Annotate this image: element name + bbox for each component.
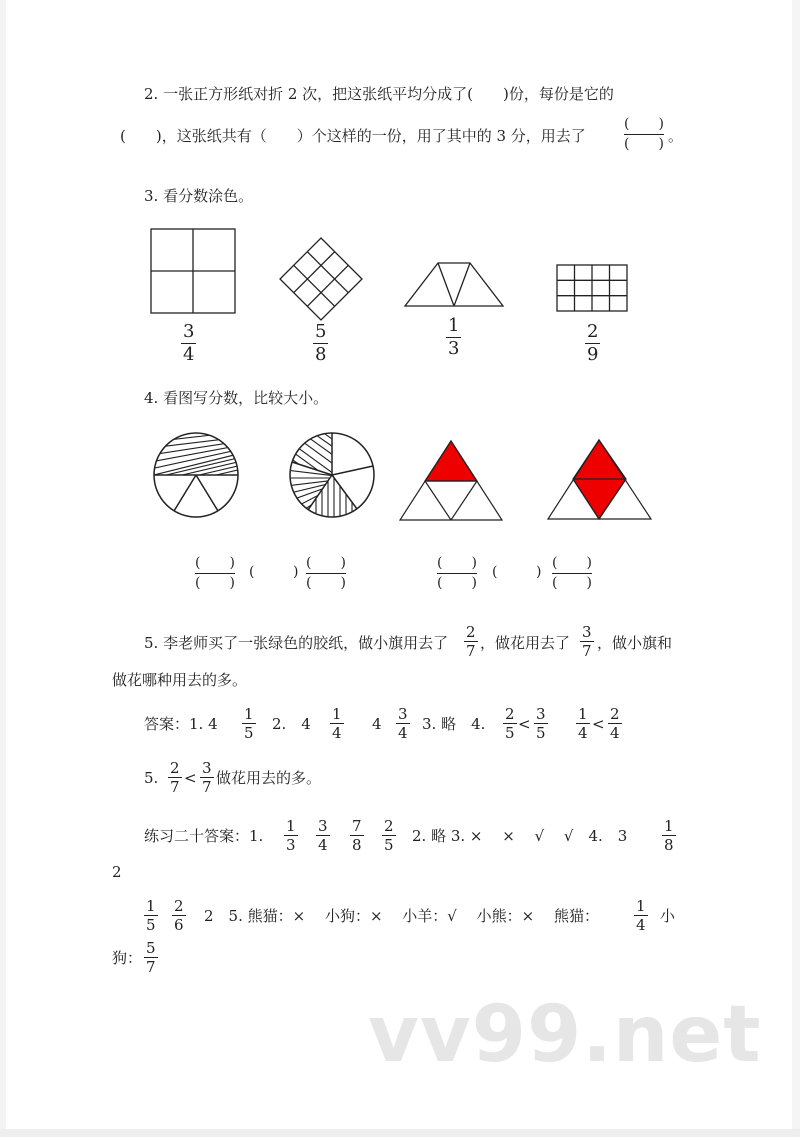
q4-compare-close-2[interactable]: ) [536, 564, 542, 580]
answers-label: 答案：1. 4 [144, 715, 218, 733]
ex20-t2: 2 [112, 863, 122, 881]
q4-title: 4. 看图写分数，比较大小。 [144, 389, 329, 407]
answers-lt-1: < [518, 715, 531, 733]
answers-fraction-7: 2 4 [610, 705, 620, 742]
q5-fraction-2: 3 7 [582, 623, 592, 660]
q5-text-c: ，做小旗和 [597, 634, 673, 652]
answers-fraction-8: 2 7 [170, 759, 180, 796]
q3-fraction-4: 2 9 [587, 321, 599, 365]
q4-triangle-1-shaded [425, 441, 477, 481]
answers-t2: 2. 4 [272, 715, 311, 733]
q5-line2: 做花哪种用去的多。 [112, 671, 248, 689]
q4-blank-fraction-3[interactable]: ( ) ( ) [437, 555, 477, 591]
answers-t4: 3. 略 4. [422, 715, 486, 733]
answers-fraction-3: 3 4 [398, 705, 408, 742]
ex20-fraction-9: 5 7 [146, 939, 156, 976]
q4-blank-fraction-1[interactable]: ( ) ( ) [195, 555, 235, 591]
q4-triangle-2 [548, 440, 651, 519]
answers-fraction-1: 1 5 [244, 705, 254, 742]
q4-circle-2 [286, 426, 374, 520]
answers-fraction-6: 1 4 [578, 705, 588, 742]
ex20-fraction-7: 2 6 [174, 897, 184, 934]
q2-line2: ( )，这张纸共有（ ）个这样的一份，用了其中的 3 分，用去了 [120, 127, 586, 145]
answers-fraction-4: 2 5 [505, 705, 515, 742]
q4-blank-fraction-4[interactable]: ( ) ( ) [552, 555, 592, 591]
ex20-fraction-3: 7 8 [352, 817, 362, 854]
ex20-t1: 2. 略 3. × × √ √ 4. 3 [412, 827, 628, 845]
ex20-t5: 狗： [112, 949, 143, 967]
q3-fraction-3: 1 3 [448, 315, 460, 359]
q2-answer-fraction: ( ) ( ) [624, 116, 664, 152]
q4-blank-fraction-2[interactable]: ( ) ( ) [306, 555, 346, 591]
q4-compare-close-1[interactable]: ) [293, 564, 299, 580]
ex20-fraction-2: 3 4 [318, 817, 328, 854]
q3-title: 3. 看分数涂色。 [144, 187, 254, 205]
answers-lt-2: < [592, 715, 605, 733]
q2-end: 。 [668, 127, 684, 145]
q3-fraction-1: 3 4 [183, 321, 195, 365]
q4-compare-open-1: ( [249, 564, 255, 580]
answers-lt-3: < [184, 769, 197, 787]
answers-q5-label: 5. [144, 769, 159, 787]
watermark: vv99.net [368, 990, 762, 1080]
answers-t3: 4 [372, 715, 382, 733]
answers-fraction-2: 1 4 [332, 705, 342, 742]
q4-triangle-1 [400, 441, 502, 520]
answers-fraction-9: 3 7 [202, 759, 212, 796]
ex20-fraction-8: 1 4 [636, 897, 646, 934]
q5-fraction-1: 2 7 [466, 623, 476, 660]
ex20-fraction-4: 2 5 [384, 817, 394, 854]
ex20-fraction-6: 1 5 [146, 897, 156, 934]
q4-compare-open-2: ( [492, 564, 498, 580]
q2-line1: 2. 一张正方形纸对折 2 次，把这张纸平均分成了( )份，每份是它的 [144, 85, 614, 103]
answers-q5-text: 做花用去的多。 [216, 769, 322, 787]
ex20-fraction-5: 1 8 [664, 817, 674, 854]
q5-text-a: 5. 李老师买了一张绿色的胶纸，做小旗用去了 [144, 634, 449, 652]
ex20-t4: 小 [660, 907, 676, 925]
q4-circle-1 [150, 433, 242, 517]
q3-fraction-2: 5 8 [315, 321, 327, 365]
answers-fraction-5: 3 5 [536, 705, 546, 742]
ex20-label: 练习二十答案：1. [144, 827, 264, 845]
q5-text-b: ，做花用去了 [480, 634, 571, 652]
ex20-fraction-1: 1 3 [286, 817, 296, 854]
ex20-t3: 2 5. 熊猫：× 小狗：× 小羊：√ 小熊：× 熊猫： [204, 907, 599, 925]
